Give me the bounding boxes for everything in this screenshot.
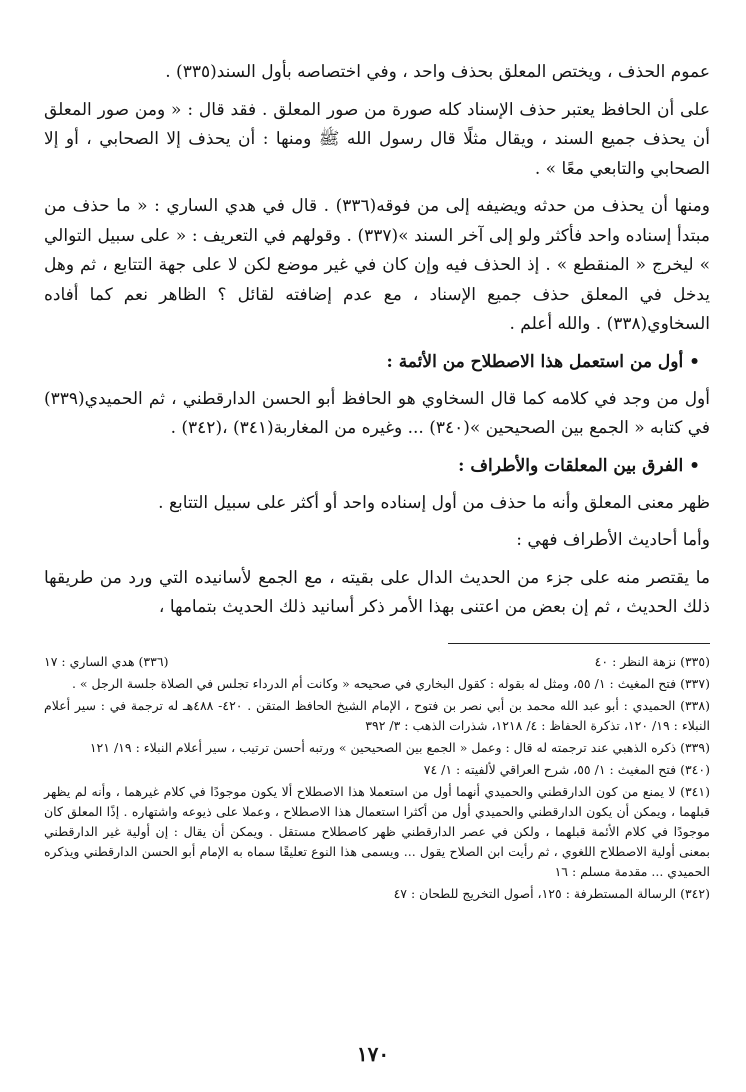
footnote: (٣٣٩) ذكره الذهبي عند ترجمته له قال : وعمل « الجمع بين الصحيحين » ورتبه أحسن ترتيب ، سير أعلام النبلاء : ١٩/ ١٢١ [89, 739, 710, 755]
body-paragraph: ومنها أن يحذف من حدثه ويضيفه إلى من فوقه(٣٣٦) . قال في هدي الساري : « ما حذف من مبتدأ إسناده واحد فأكثر ولو إلى آخر السند »(٣٣٧) . وقولهم في التعريف : « على سبيل التوالي » ليخرج « المنقطع » . إذ الحذف فيه وإن كان في غير موضع لكن لا على جهة التتابع ، ثم وهل يدخل في المعلق حذف جميع الإسناد ، مع عدم إضافته لقائل ؟ الظاهر نعم كما أفاده السخاوي(٣٣٨) . والله أعلم . [44, 196, 710, 334]
body-paragraph: وأما أحاديث الأطراف فهي : [516, 530, 710, 550]
body-paragraph: ظهر معنى المعلق وأنه ما حذف من أول إسناده واحد أو أكثر على سبيل التتابع . [158, 492, 710, 513]
body-paragraph: أول من وجد في كلامه كما قال السخاوي هو الحافظ أبو الحسن الدارقطني ، ثم الحميدي(٣٣٩) في كتابه « الجمع بين الصحيحين »(٣٤٠) ... وغيره من المغاربة(٣٤١) ،(٣٤٢) . [44, 388, 710, 438]
footnote: (٣٤٠) فتح المغيث : ١/ ٥٥، شرح العراقي لألفيته : ١/ ٧٤ [423, 761, 710, 777]
footnote-row [44, 652, 710, 672]
footnote: (٣٣٥) نزهة النظر : ٤٠ [594, 653, 710, 669]
body-paragraph: ما يقتصر منه على جزء من الحديث الدال على بقيته ، مع الجمع لأسانيده التي ورد من طريقها ذلك الحديث ، ثم إن بعض من اعتنى بهذا الأمر ذكر أسانيد ذلك الحديث بتمامها ، [44, 567, 710, 617]
section-heading: • أول من استعمل هذا الاصطلاح من الأئمة : [386, 351, 700, 372]
footnote: (٣٤١) لا يمنع من كون الدارقطني والحميدي أنهما أول من استعملا هذا الاصطلاح ألا يكون موجودًا في كلام غيرهما ، وأنه لم يظهر قبلهما ، ويمكن أن يكون الدارقطني والحميدي أول من أكثرا استعمال هذا الاصطلاح ، وعملا على ذيوعه واشتهاره . إذًا المعلق كان موجودًا في كلام الأئمة قبلهما ، ولكن في عصر الدارقطني ظهر كاصطلاح مستقل . ويمكن أن يقال : إن أولية غير الدارقطني بمعنى أولية الاصطلاح اللغوي ، ثم رأيت ابن الصلاح يقول ... ويسمى هذا النوع تعليقًا سماه به الإمام أبو الحسن الدارقطني ويذكره الحميدي ... مقدمة مسلم : ١٦ [44, 783, 710, 879]
footnote-separator [448, 643, 710, 644]
footnote: (٣٣٦) هدي الساري : ١٧ [44, 653, 169, 669]
footnote: (٣٣٨) الحميدي : أبو عبد الله محمد بن أبي نصر بن فتوح ، الإمام الشيخ الحافظ المتقن . ٤٢٠- ٤٨٨هـ له ترجمة في : سير أعلام النبلاء : ١٩/ ١٢٠، تذكرة الحفاظ : ٤/ ١٢١٨، شذرات الذهب : ٣/ ٣٩٢ [44, 697, 710, 733]
page-content [44, 58, 710, 906]
page-number: ١٧٠ [356, 1042, 390, 1066]
footnote: (٣٤٢) الرسالة المستطرفة : ١٢٥، أصول التخريج للطحان : ٤٧ [393, 885, 710, 901]
body-paragraph: عموم الحذف ، ويختص المعلق بحذف واحد ، وفي اختصاصه بأول السند(٣٣٥) . [165, 62, 710, 82]
section-heading: • الفرق بين المعلقات والأطراف : [458, 455, 700, 476]
footnote: (٣٣٧) فتح المغيث : ١/ ٥٥، ومثل له بقوله : كقول البخاري في صحيحه « وكانت أم الدرداء تجلس في الصلاة جلسة الرجل » . [71, 675, 710, 691]
body-paragraph: على أن الحافظ يعتبر حذف الإسناد كله صورة من صور المعلق . فقد قال : « ومن صور المعلق أن يحذف جميع السند ، ويقال مثلًا قال رسول الله ﷺ ومنها : أن يحذف إلا الصحابي ، أو إلا الصحابي والتابعي معًا » . [44, 99, 710, 179]
